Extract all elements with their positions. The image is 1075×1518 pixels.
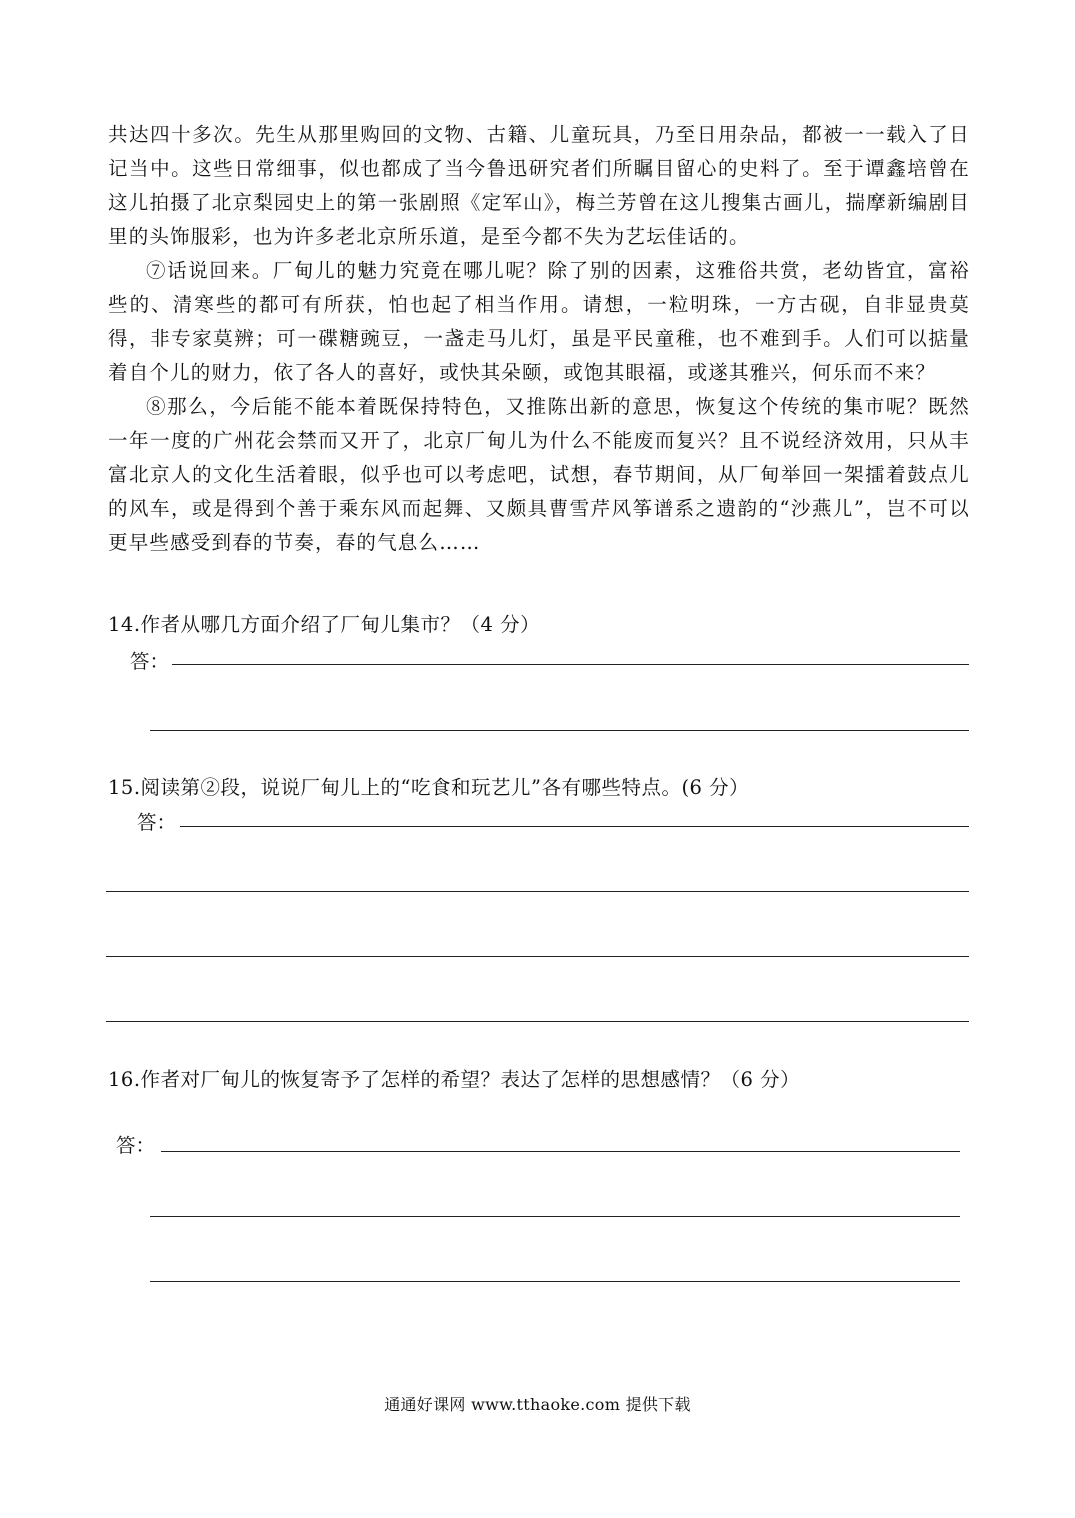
question-15-answer-line[interactable] <box>180 826 969 827</box>
footer-source: 通通好课网 www.tthaoke.com 提供下载 <box>384 1395 691 1414</box>
question-15-answer-line[interactable] <box>106 956 969 957</box>
question-14: 14.作者从哪几方面介绍了厂甸儿集市？（4 分） <box>108 613 541 636</box>
question-14-answer-line[interactable] <box>172 664 969 665</box>
question-15-answer-line[interactable] <box>106 891 969 892</box>
question-16-answer-line[interactable] <box>161 1151 960 1152</box>
question-15: 15.阅读第②段，说说厂甸儿上的“吃食和玩艺儿”各有哪些特点。(6 分） <box>108 776 750 799</box>
question-16: 16.作者对厂甸儿的恢复寄予了怎样的希望？表达了怎样的思想感情？（6 分） <box>108 1068 801 1091</box>
question-16-answer-label: 答： <box>116 1134 156 1157</box>
passage-paragraph-8: ⑧那么，今后能不能本着既保持特色，又推陈出新的意思，恢复这个传统的集市呢？既然一年一度的广州花会禁而又开了，北京厂甸儿为什么不能废而复兴？且不说经济效用，只从丰富北京人的文化生活着眼，似乎也可以考虑吧，试想，春节期间，从厂甸举回一架擂着鼓点儿的风车，或是得到个善于乘东风而起舞、又颇具曹雪芹风筝谱系之遗韵的“沙燕儿”，岂不可以更早些感受到春的节奏，春的气息么…… <box>108 395 970 554</box>
question-15-answer-label: 答： <box>137 811 177 834</box>
question-14-answer-label: 答： <box>130 650 170 673</box>
passage-paragraph-continued: 共达四十多次。先生从那里购回的文物、古籍、儿童玩具，乃至日用杂品，都被一一载入了日记当中。这些日常细事，似也都成了当今鲁迅研究者们所瞩目留心的史料了。至于谭鑫培曾在这儿拍摄了北京梨园史上的第一张剧照《定军山》，梅兰芳曾在这儿搜集古画儿，揣摩新编剧目里的头饰服彩，也为许多老北京所乐道，是至今都不失为艺坛佳话的。 <box>108 123 970 248</box>
question-16-answer-line[interactable] <box>150 1281 960 1282</box>
reading-passage <box>108 118 970 560</box>
question-15-answer-line[interactable] <box>106 1021 969 1022</box>
question-16-answer-line[interactable] <box>150 1216 960 1217</box>
question-14-answer-line[interactable] <box>150 730 969 731</box>
passage-paragraph-7: ⑦话说回来。厂甸儿的魅力究竟在哪儿呢？除了别的因素，这雅俗共赏，老幼皆宜，富裕些的、清寒些的都可有所获，怕也起了相当作用。请想，一粒明珠，一方古砚，自非显贵莫得，非专家莫辨；可一碟糖豌豆，一盏走马儿灯，虽是平民童稚，也不难到手。人们可以掂量着自个儿的财力，依了各人的喜好，或快其朵颐，或饱其眼福，或遂其雅兴，何乐而不来？ <box>108 259 970 384</box>
